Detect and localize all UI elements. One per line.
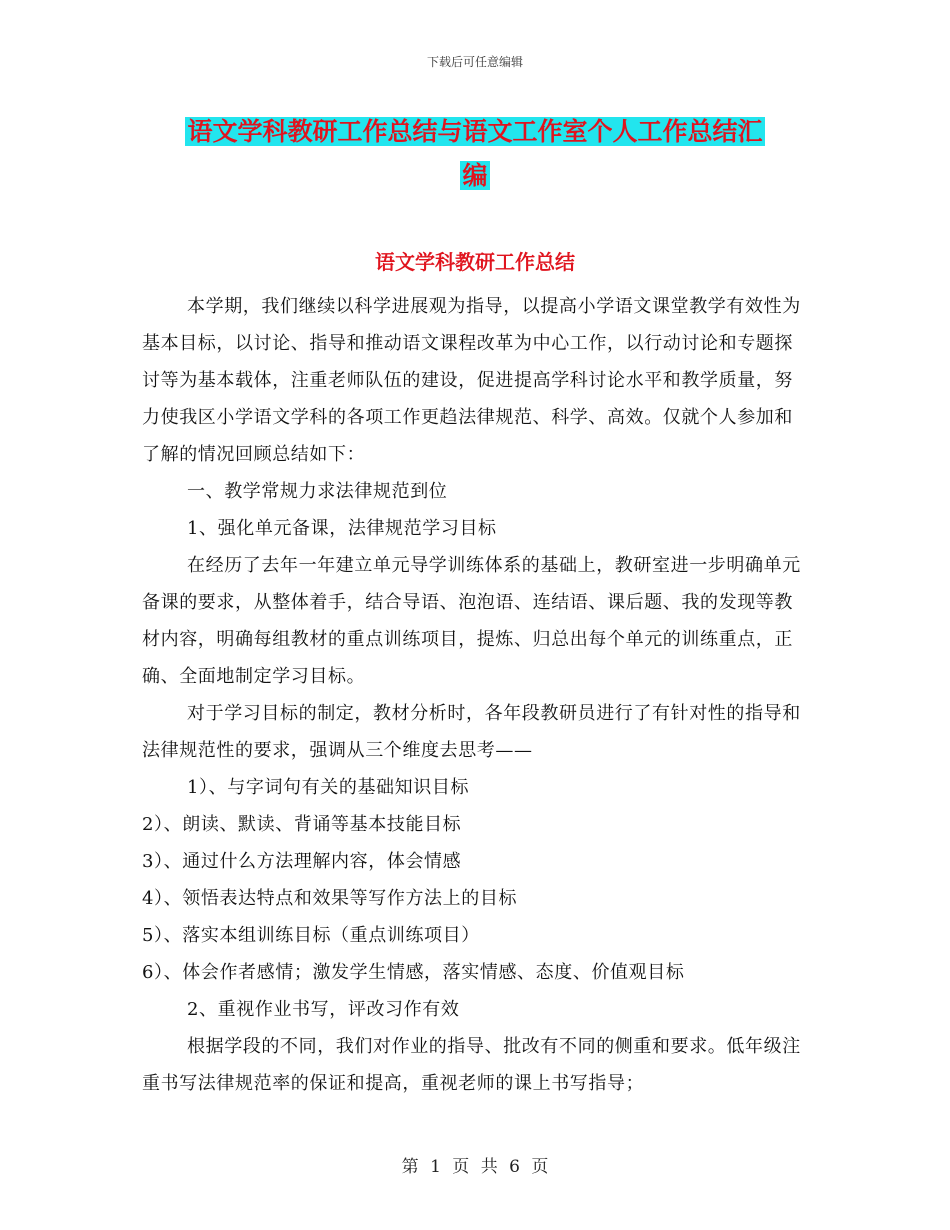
document-title-line2: 编 bbox=[462, 161, 488, 190]
list-item: 1）、与字词句有关的基础知识目标 bbox=[187, 777, 470, 798]
paragraph-intro: 本学期，我们继续以科学进展观为指导，以提高小学语文课堂教学有效性为基本目标，以讨论、指导和推动语文课程改革为中心工作，以行动讨论和专题探讨等为基本载体，注重老师队伍的建设，促进提高学科讨论水平和教学质量，努力使我区小学语文学科的各项工作更趋法律规范、科学、高效。仅就个人参加和了解的情况回顾总结如下： bbox=[142, 296, 801, 465]
header-note: 下载后可任意编辑 bbox=[426, 55, 523, 69]
list-item: 4）、领悟表达特点和效果等写作方法上的目标 bbox=[142, 888, 518, 909]
paragraph-unit-prep: 在经历了去年一年建立单元导学训练体系的基础上，教研室进一步明确单元备课的要求，从整体着手，结合导语、泡泡语、连结语、课后题、我的发现等教材内容，明确每组教材的重点训练项目，提炼、归总出每个单元的训练重点，正确、全面地制定学习目标。 bbox=[142, 555, 801, 687]
document-title-line1: 语文学科教研工作总结与语文工作室个人工作总结汇 bbox=[187, 117, 763, 146]
paragraph-goal-setting: 对于学习目标的制定，教材分析时，各年段教研员进行了有针对性的指导和法律规范性的要求，强调从三个维度去思考—— bbox=[142, 703, 801, 761]
page-number: 第 1 页 共 6 页 bbox=[401, 1157, 549, 1177]
document-title bbox=[140, 110, 810, 198]
subheading-1: 1、强化单元备课，法律规范学习目标 bbox=[187, 518, 497, 539]
list-item: 6）、体会作者感情；激发学生情感，落实情感、态度、价值观目标 bbox=[142, 962, 685, 983]
paragraph-homework: 根据学段的不同，我们对作业的指导、批改有不同的侧重和要求。低年级注重书写法律规范率的保证和提高，重视老师的课上书写指导； bbox=[142, 1036, 801, 1094]
heading-section-1: 一、教学常规力求法律规范到位 bbox=[187, 481, 448, 502]
list-item: 2）、朗读、默读、背诵等基本技能目标 bbox=[142, 814, 462, 835]
subheading-2: 2、重视作业书写，评改习作有效 bbox=[187, 999, 460, 1020]
list-item: 3）、通过什么方法理解内容，体会情感 bbox=[142, 851, 462, 872]
document-body bbox=[142, 288, 810, 1102]
section-title: 语文学科教研工作总结 bbox=[375, 250, 575, 274]
list-item: 5）、落实本组训练目标（重点训练项目） bbox=[142, 925, 480, 946]
